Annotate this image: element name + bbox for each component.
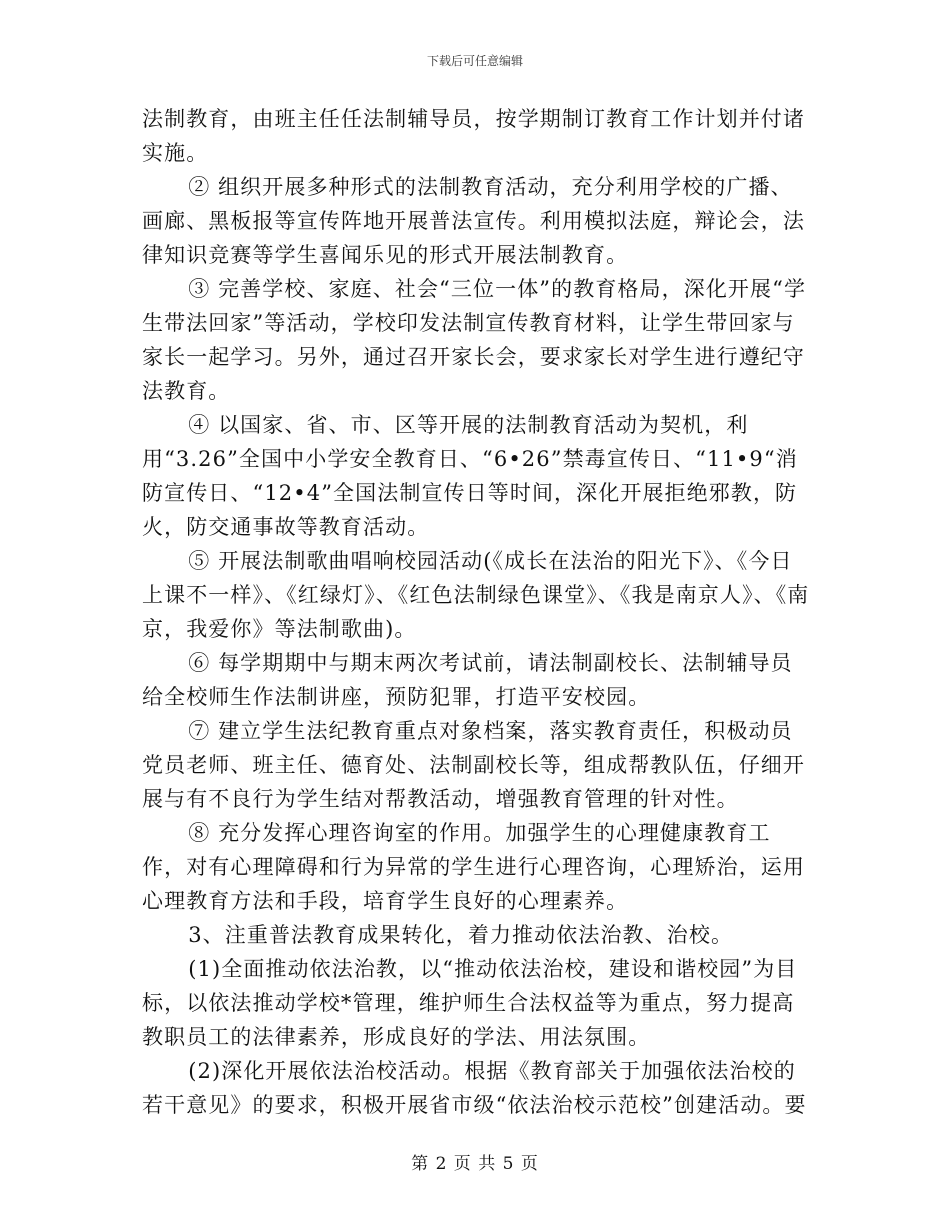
paragraph-item-3: ③ 完善学校、家庭、社会“三位一体”的教育格局，深化开展“学生带法回家”等活动，学校印发法制宣传教育材料，让学生带回家与家长一起学习。另外，通过召开家长会，要求家长对学生进行遵纪守法教育。 xyxy=(142,277,807,403)
paragraph-sub-2: (2)深化开展依法治校活动。根据《教育部关于加强依法治校的若干意见》的要求，积极开展省市级“依法治校示范校”创建活动。要 xyxy=(142,1059,807,1117)
paragraph-item-7: ⑦ 建立学生法纪教育重点对象档案，落实教育责任，积极动员党员老师、班主任、德育处、法制副校长等，组成帮教队伍，仔细开展与有不良行为学生结对帮教活动，增强教育管理的针对性。 xyxy=(142,719,805,811)
paragraph-item-4: ④ 以国家、省、市、区等开展的法制教育活动为契机，利用“3.26”全国中小学安全教育日、“6•26”禁毒宣传日、“11•9“消防宣传日、“12•4”全国法制宣传日等时间，深化开展拒绝邪教，防火，防交通事故等教育活动。 xyxy=(142,413,798,539)
paragraph-item-5: ⑤ 开展法制歌曲唱响校园活动(《成长在法治的阳光下》、《今日上课不一样》、《红绿灯》、《红色法制绿色课堂》、《我是南京人》、《南京，我爱你》等法制歌曲)。 xyxy=(142,549,810,641)
paragraph-item-8: ⑧ 充分发挥心理咨询室的作用。加强学生的心理健康教育工作，对有心理障碍和行为异常的学生进行心理咨询，心理矫治，运用心理教育方法和手段，培育学生良好的心理素养。 xyxy=(142,821,805,913)
paragraph-sub-1: (1)全面推动依法治教，以“推动依法治校，建设和谐校园”为目标，以依法推动学校*管理，维护师生合法权益等为重点，努力提高教职员工的法律素养，形成良好的学法、用法氛围。 xyxy=(142,957,798,1049)
paragraph-item-6: ⑥ 每学期期中与期末两次考试前，请法制副校长、法制辅导员给全校师生作法制讲座，预防犯罪，打造平安校园。 xyxy=(142,651,793,709)
section-heading-3: 3、注重普法教育成果转化，着力推动依法治教、治校。 xyxy=(188,923,734,947)
paragraph-continuation: 法制教育，由班主任任法制辅导员，按学期制订教育工作计划并付诸实施。 xyxy=(142,107,805,165)
document-body xyxy=(142,102,810,1122)
page-header: 下载后可任意编辑 xyxy=(426,54,523,68)
page-number: 第 2 页 共 5 页 xyxy=(411,1154,539,1174)
paragraph-item-2: ② 组织开展多种形式的法制教育活动，充分利用学校的广播、画廊、黑板报等宣传阵地开展普法宣传。利用模拟法庭，辩论会，法律知识竞赛等学生喜闻乐见的形式开展法制教育。 xyxy=(142,175,805,267)
